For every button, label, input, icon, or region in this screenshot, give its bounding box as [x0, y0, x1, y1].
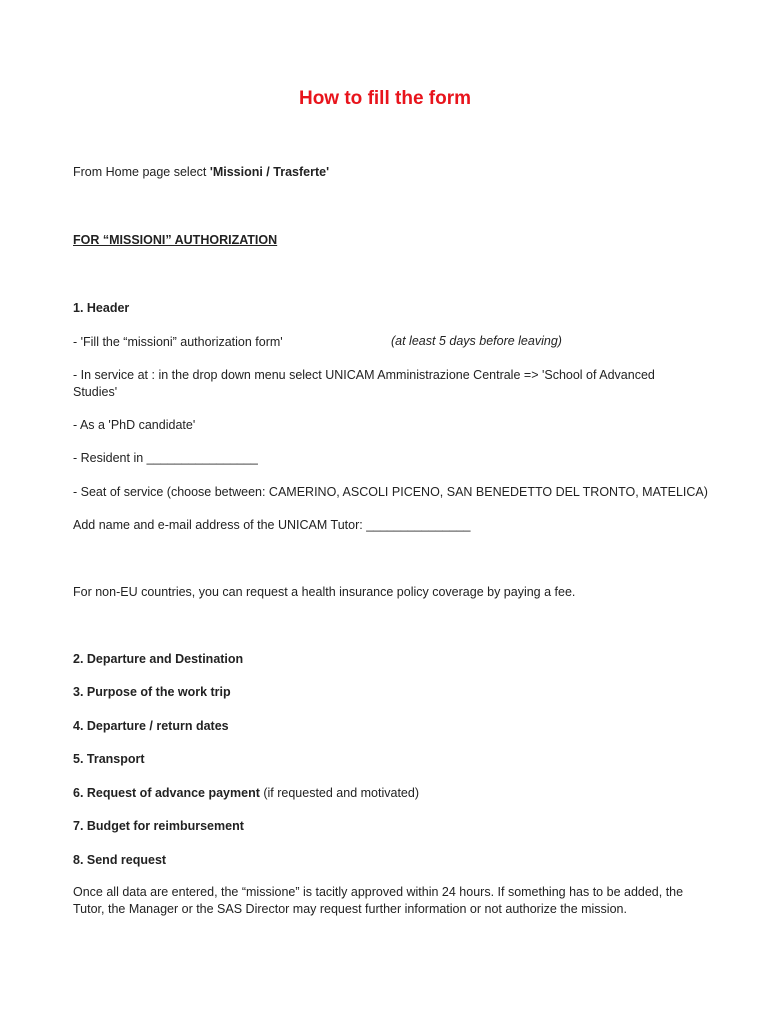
- as-a-line: - As a 'PhD candidate': [73, 418, 196, 432]
- header-heading: 1. Header: [73, 301, 130, 315]
- step-4: 4. Departure / return dates: [73, 719, 229, 733]
- seat-line: - Seat of service (choose between: CAMERINO, ASCOLI PICENO, SAN BENEDETTO DEL TRONTO, MATELICA): [73, 485, 708, 499]
- step-7: 7. Budget for reimbursement: [73, 819, 244, 833]
- tutor-line: Add name and e-mail address of the UNICAM Tutor: _______________: [73, 518, 471, 532]
- service-bold: UNICAM Amministrazione Centrale: [325, 368, 521, 382]
- step-2: 2. Departure and Destination: [73, 652, 244, 666]
- step-6-label: 6. Request of advance payment: [73, 786, 260, 800]
- step-3: 3. Purpose of the work trip: [73, 685, 231, 699]
- service-line: [73, 367, 698, 401]
- non-eu-note: For non-EU countries, you can request a health insurance policy coverage by paying a fee.: [73, 585, 576, 599]
- service-suffix: => 'School of Advanced Studies': [73, 368, 655, 399]
- section-heading: FOR “MISSIONI” AUTHORIZATION: [73, 233, 278, 247]
- step-6: [73, 785, 419, 802]
- resident-line: - Resident in ________________: [73, 451, 258, 465]
- step-8: 8. Send request: [73, 853, 167, 867]
- intro-prefix: From Home page select: [73, 165, 210, 179]
- step-5: 5. Transport: [73, 752, 145, 766]
- service-prefix: - In service at : in the drop down menu select: [73, 368, 326, 382]
- fill-form-line: - 'Fill the “missioni” authorization form': [73, 335, 283, 349]
- step-6-suffix: (if requested and motivated): [259, 786, 419, 800]
- intro-line: [73, 164, 329, 181]
- fill-form-note: (at least 5 days before leaving): [391, 334, 562, 348]
- closing-paragraph: Once all data are entered, the “missione” is tacitly approved within 24 hours. If something has to be added, the Tutor, the Manager or the SAS Director may request further information or not authorize the mission.: [73, 885, 684, 916]
- page-title: How to fill the form: [298, 88, 472, 109]
- intro-highlight: 'Missioni / Trasferte': [209, 165, 330, 179]
